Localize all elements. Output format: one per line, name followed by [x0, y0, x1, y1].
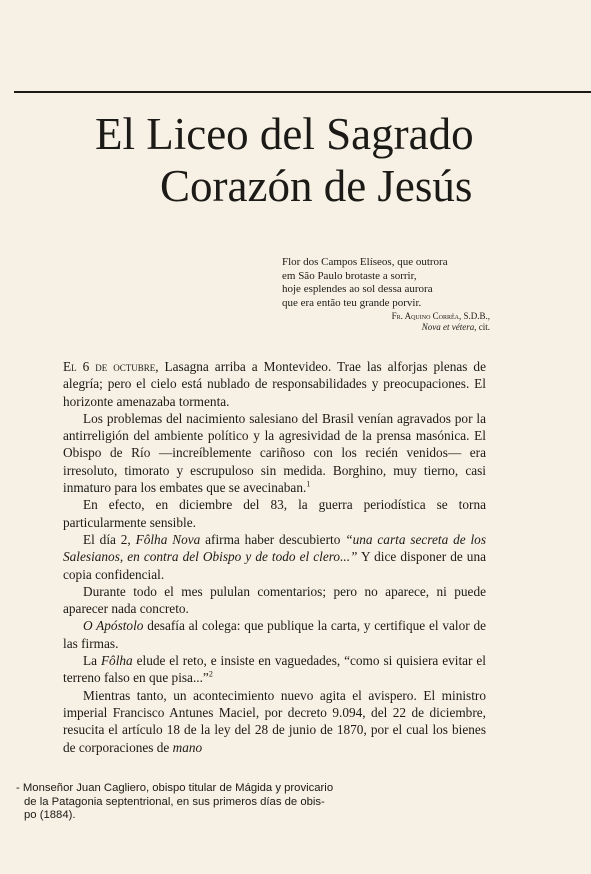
epigraph-author: Fr. Aquino Corrêa, S.D.B., [391, 311, 490, 321]
epigraph-line: hoje esplendes ao sol dessa aurora [282, 283, 433, 295]
caption-line: de la Patagonia septentrional, en sus primeros días de obis- [24, 795, 325, 808]
epigraph [282, 256, 497, 310]
epigraph-line: em São Paulo brotaste a sorrir, [282, 269, 417, 282]
paragraph-end-word: mano [172, 739, 203, 755]
paragraph-text: afirma haber descubierto [200, 531, 346, 547]
quotation: “una carta secreta de los Salesianos, en contra del Obispo y de todo el clero...” [63, 531, 486, 565]
paragraph [63, 617, 486, 652]
epigraph-line: Flor dos Campos Elíseos, que outrora [282, 256, 448, 268]
paragraph-text: elude el reto, e insiste en vaguedades, “como si quisiera evitar el terreno falso en que pisa...” [63, 653, 486, 686]
paragraph-text: Y dice disponer de una copia confidencial. [63, 549, 486, 582]
paragraph [63, 410, 486, 496]
header-rule [14, 91, 591, 93]
caption-line: - Monseñor Juan Cagliero, obispo titular de Mágida y provicario [16, 782, 334, 794]
footnote-ref: 1 [306, 479, 311, 489]
paragraph [63, 531, 486, 583]
paragraph-text: Los problemas del nacimiento salesiano del Brasil venían agravados por la antirreligión del ambiente político y la agresividad de la prensa masónica. El Obispo de Río —increíblemente cariñoso con los recién venidos— era irresoluto, timorato y escrupuloso sin medida. Borghino, muy tierno, casi inmaturo para los embates que se avecinaban. [63, 410, 486, 496]
newspaper-name: Fôlha Nova [135, 531, 201, 547]
epigraph-work [282, 322, 490, 333]
paragraph [63, 358, 486, 410]
footnote-ref: 2 [208, 669, 213, 679]
epigraph-cit: , cit. [474, 322, 490, 332]
paragraph [63, 496, 486, 531]
epigraph-line: que era então teu grande porvir. [282, 296, 422, 309]
page-title [0, 108, 591, 212]
paragraph [63, 583, 486, 618]
paragraph-text: La [83, 653, 101, 669]
paragraph [63, 687, 486, 756]
title-line-2: Corazón de Jesús [160, 161, 473, 211]
epigraph-work-title: Nova et vétera [421, 322, 475, 332]
paragraph-text: Durante todo el mes pululan comentarios; pero no aparece, ni puede aparecer nada concreto. [63, 583, 486, 617]
paragraph-text: desafía al colega: que publique la carta, y certifique el valor de las firmas. [63, 618, 486, 651]
paragraph-text: Mientras tanto, un acontecimiento nuevo agita el avispero. El ministro imperial Francisco Antunes Maciel, por decreto 9.094, del 22 de diciembre, resucita el artículo 18 de la ley del 28 de junio de 1870, por el cual los bienes de corporaciones de [63, 687, 486, 755]
epigraph-source [282, 311, 490, 333]
opening-words: El 6 de octubre, [63, 359, 159, 374]
caption-line: po (1884). [24, 809, 76, 821]
paragraph-text: Lasagna arriba a Montevideo. Trae las alforjas plenas de alegría; pero el cielo está nublado de responsabilidades y preocupaciones. El horizonte amenazaba tormenta. [63, 359, 486, 409]
newspaper-name: O Apóstolo [83, 618, 144, 634]
paragraph [63, 652, 486, 687]
article-body [63, 358, 486, 756]
newspaper-name: Fôlha [100, 653, 133, 669]
paragraph-text: El día 2, [83, 531, 136, 547]
paragraph-text: En efecto, en diciembre del 83, la guerra periodística se torna particularmente sensible. [63, 497, 486, 530]
title-line-1: El Liceo del Sagrado [95, 109, 474, 159]
photo-caption [16, 782, 411, 823]
